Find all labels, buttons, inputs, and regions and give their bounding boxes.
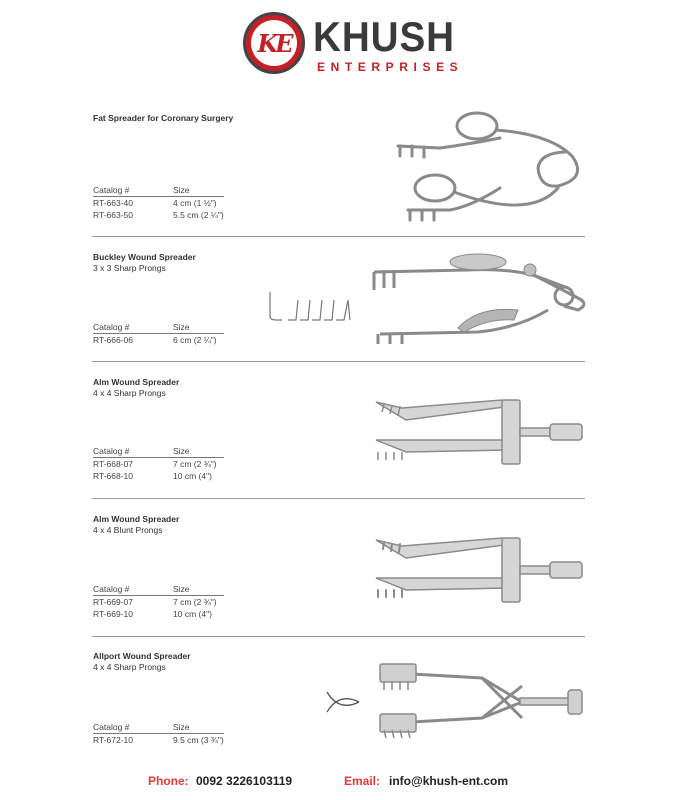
- catalog-table: Catalog # Size RT-672-10 9.5 cm (3 ¾"): [93, 722, 224, 745]
- table-row: RT-663-40 4 cm (1 ½"): [93, 198, 217, 208]
- product-title: Buckley Wound Spreader: [93, 252, 196, 262]
- section-divider: [92, 636, 585, 637]
- email-label: Email:: [344, 774, 381, 788]
- product-subtitle: 4 x 4 Blunt Prongs: [93, 525, 163, 535]
- logo-emblem: [243, 12, 305, 74]
- section-divider: [92, 498, 585, 499]
- catalog-header: Catalog #: [93, 185, 130, 195]
- product-title: Fat Spreader for Coronary Surgery: [93, 113, 234, 123]
- alm-blunt-spreader-image: [372, 534, 587, 606]
- contact-footer: [0, 774, 689, 790]
- catalog-table: Catalog # Size RT-666-06 6 cm (2 ¼"): [93, 322, 224, 346]
- table-row: RT-663-50 5.5 cm (2 ¼"): [93, 210, 224, 220]
- catalog-table: [93, 185, 224, 221]
- brand-name: KHUSH: [313, 13, 455, 60]
- product-title: Allport Wound Spreader: [93, 651, 191, 661]
- section-divider: [92, 361, 585, 362]
- catalog-table: Catalog # Size RT-668-07 7 cm (2 ¾") RT-668-10 10 cm (4"): [93, 446, 224, 482]
- table-row: RT-666-06 6 cm (2 ¼"): [93, 335, 217, 345]
- fat-spreader-image: [390, 108, 590, 228]
- table-row: RT-672-10 9.5 cm (3 ¾"): [93, 735, 224, 745]
- prong-detail-image: [268, 288, 358, 324]
- brand-tagline: ENTERPRISES: [317, 60, 464, 74]
- logo-monogram: KE: [257, 28, 291, 58]
- buckley-spreader-image: [368, 248, 588, 348]
- size-header: Size: [173, 185, 190, 195]
- brand-logo: [243, 12, 464, 80]
- product-title: Alm Wound Spreader: [93, 514, 180, 524]
- prong-detail-image: [325, 688, 361, 716]
- table-row: RT-669-10 10 cm (4"): [93, 609, 212, 619]
- allport-spreader-image: [372, 658, 592, 742]
- section-divider: [92, 236, 585, 237]
- product-subtitle: 4 x 4 Sharp Prongs: [93, 662, 166, 672]
- product-subtitle: 4 x 4 Sharp Prongs: [93, 388, 166, 398]
- alm-sharp-spreader-image: [372, 396, 587, 468]
- phone-label: Phone:: [148, 774, 189, 788]
- product-title: Alm Wound Spreader: [93, 377, 180, 387]
- table-row: RT-668-10 10 cm (4"): [93, 471, 212, 481]
- catalog-table: Catalog # Size RT-669-07 7 cm (2 ¾") RT-669-10 10 cm (4"): [93, 584, 224, 620]
- email-address[interactable]: info@khush-ent.com: [389, 774, 509, 788]
- product-subtitle: 3 x 3 Sharp Prongs: [93, 263, 166, 273]
- phone-number[interactable]: 0092 3226103119: [196, 774, 293, 788]
- table-row: RT-668-07 7 cm (2 ¾"): [93, 459, 217, 469]
- table-row: RT-669-07 7 cm (2 ¾"): [93, 597, 217, 607]
